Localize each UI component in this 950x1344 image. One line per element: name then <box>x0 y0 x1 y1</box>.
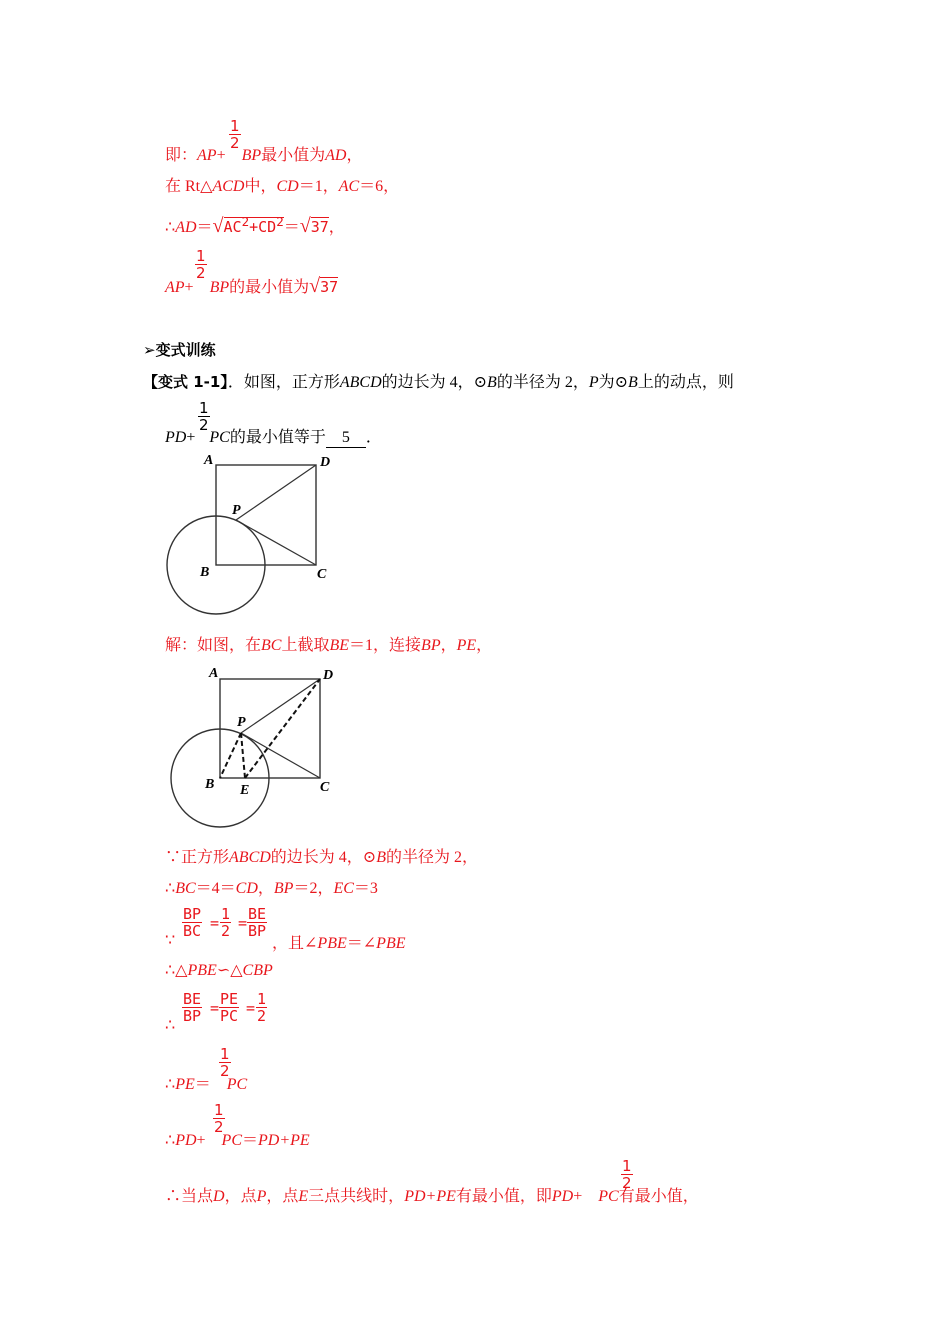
fraction-half <box>229 118 241 151</box>
denominator: BC <box>183 922 202 940</box>
exponent: 2 <box>276 214 284 229</box>
text: ＝ <box>196 219 213 236</box>
var-pe: PE <box>175 1076 195 1093</box>
text: ．如图，正方形 <box>227 374 340 391</box>
step-ratio-pre: ∵ <box>165 932 176 949</box>
text: ＝∠ <box>346 935 377 952</box>
ad-formula-line <box>165 214 345 238</box>
var-pc: PC <box>226 1076 248 1093</box>
denominator: BP <box>248 922 267 940</box>
plus: + <box>184 279 194 296</box>
step-pe <box>165 1071 247 1094</box>
triangle-cbp: CBP <box>242 962 273 979</box>
radicand: 37 <box>320 278 339 296</box>
text: ＝ <box>242 1132 259 1149</box>
numerator: 1 <box>221 905 231 923</box>
numerator: BE <box>183 990 202 1008</box>
var-e: E <box>298 1188 309 1205</box>
var-bp: BP <box>241 147 262 164</box>
section-title: ➢变式训练 <box>143 341 216 359</box>
fraction-half <box>195 248 207 281</box>
figure-square-circle <box>160 448 340 618</box>
text: 有最小值， <box>618 1188 699 1205</box>
equals: = <box>246 999 256 1017</box>
var-pd: PD <box>175 1132 197 1149</box>
var-pd: PD <box>165 429 187 446</box>
var-b: B <box>376 849 386 866</box>
text: 中， <box>244 178 277 195</box>
step-similar <box>165 960 273 980</box>
text: 三点共线时， <box>308 1188 405 1205</box>
text: ， <box>257 880 274 897</box>
numerator: 1 <box>257 990 267 1008</box>
label-a: A <box>204 453 214 468</box>
var-ap: AP <box>165 279 185 296</box>
square-abcd <box>216 465 316 565</box>
fraction-half <box>198 400 210 433</box>
label-c: C <box>320 780 330 795</box>
var-cd: CD <box>235 880 258 897</box>
segment-bp-dashed <box>220 733 241 778</box>
denominator: 2 <box>230 134 240 152</box>
numerator: BP <box>183 905 202 923</box>
fraction-half <box>621 1158 633 1191</box>
label-c: C <box>317 567 327 582</box>
var-abcd: ABCD <box>339 374 382 391</box>
angle: PBE <box>376 935 406 952</box>
text: ＝4＝ <box>195 880 236 897</box>
var-bp: BP <box>273 880 294 897</box>
radical-icon: √ <box>309 275 321 297</box>
text: 最小值为 <box>261 147 326 164</box>
therefore: ∴△ <box>165 962 188 979</box>
similar-sign: ∽△ <box>216 962 243 979</box>
square-abcd <box>220 679 320 778</box>
var-p: P <box>256 1188 267 1205</box>
numerator: 1 <box>230 117 240 135</box>
var-pc: PC <box>598 1188 619 1205</box>
text: ，且∠ <box>272 935 318 952</box>
expr-pd-pe: PD+PE <box>404 1188 456 1205</box>
step-ratio-angle <box>272 930 406 953</box>
text: 的边长为 4，⊙ <box>270 849 377 866</box>
fraction-half <box>219 1046 231 1079</box>
text: 解：如图，在 <box>165 637 262 654</box>
denominator: 2 <box>221 922 231 940</box>
equals: = <box>210 914 220 932</box>
var-pe: PE <box>456 637 477 654</box>
segment-ed-dashed <box>245 679 320 778</box>
var-bc: BC <box>175 880 196 897</box>
numerator: 1 <box>199 399 209 417</box>
question-tag: 【变式 1-1】 <box>143 373 228 391</box>
radicand: +CD <box>249 218 277 236</box>
radical-icon: √ <box>299 215 311 237</box>
label-p: P <box>232 503 241 518</box>
denominator: 2 <box>622 1174 632 1192</box>
var-d: D <box>213 1188 225 1205</box>
label-b: B <box>200 565 210 580</box>
text: 有最小值，即 <box>455 1188 552 1205</box>
text: ＝6， <box>359 178 400 195</box>
label-a: A <box>209 666 219 681</box>
fraction-be-bp <box>182 991 202 1024</box>
plus: + <box>186 429 196 446</box>
var-ec: EC <box>333 880 354 897</box>
conclusion-line <box>165 142 363 165</box>
min-value-line <box>165 274 338 298</box>
segment-pc <box>236 520 316 565</box>
text: 的最小值等于 <box>229 429 326 446</box>
therefore: ∴ <box>165 880 176 897</box>
var-b: B <box>487 374 497 391</box>
radicand: AC <box>223 218 242 236</box>
denominator: 2 <box>214 1118 224 1136</box>
label-b: B <box>205 777 215 792</box>
plus: + <box>196 1132 206 1149</box>
expr-pd-pe: PD+PE <box>258 1132 310 1149</box>
segment-pd <box>241 679 320 733</box>
text: ＝3 <box>353 880 378 897</box>
text: ＝ <box>194 1076 211 1093</box>
text: ＝1， <box>298 178 339 195</box>
radical-icon: √ <box>212 215 224 237</box>
solution-line <box>165 632 492 655</box>
triangle-pbe: PBE <box>187 962 217 979</box>
var-p: P <box>588 374 599 391</box>
label-e: E <box>240 783 250 798</box>
fraction-be-bp <box>247 906 267 939</box>
step-ratio2-pre: ∴ <box>165 1017 176 1034</box>
step-given <box>165 844 478 867</box>
var-ad: AD <box>325 147 347 164</box>
numerator: 1 <box>220 1045 230 1063</box>
label-d: D <box>323 668 334 683</box>
var-ac: AC <box>338 178 360 195</box>
text: 即： <box>165 147 198 164</box>
equals: = <box>238 914 248 932</box>
step-lengths <box>165 875 378 898</box>
text: ＝2， <box>293 880 334 897</box>
text: 的半径为 2， <box>496 374 589 391</box>
fraction-half <box>213 1102 225 1135</box>
fraction-half <box>220 906 231 939</box>
fraction-half <box>256 991 267 1024</box>
step-sum <box>165 1127 310 1150</box>
text: 在 Rt△ <box>165 178 213 195</box>
text: ， <box>346 147 363 164</box>
text: ． <box>365 429 382 446</box>
denominator: 2 <box>257 1007 267 1025</box>
plus: + <box>573 1188 583 1205</box>
therefore: ∴ <box>165 1076 176 1093</box>
var-cd: CD <box>276 178 299 195</box>
denominator: BP <box>183 1007 202 1025</box>
numerator: BE <box>248 905 267 923</box>
var-pc: PC <box>209 429 230 446</box>
figure-solution <box>165 660 345 832</box>
exponent: 2 <box>241 214 250 229</box>
text: ＝1，连接 <box>349 637 422 654</box>
therefore: ∴ <box>165 219 176 236</box>
because: ∵正方形 <box>165 849 230 866</box>
denominator: 2 <box>220 1062 230 1080</box>
numerator: PE <box>220 990 239 1008</box>
var-pc: PC <box>221 1132 242 1149</box>
numerator: 1 <box>622 1157 632 1175</box>
fraction-pe-pc <box>219 991 239 1024</box>
text: 的最小值为 <box>229 279 310 296</box>
plus: + <box>216 147 226 164</box>
therefore: ∴当点 <box>165 1188 214 1205</box>
var-bp: BP <box>209 279 230 296</box>
right-triangle-line <box>165 173 399 196</box>
step-collinear <box>165 1183 699 1206</box>
text: 的边长为 4，⊙ <box>381 374 488 391</box>
text: ＝ <box>283 219 300 236</box>
numerator: 1 <box>196 247 206 265</box>
text: ， <box>440 637 457 654</box>
text: ， <box>328 219 345 236</box>
var-pd: PD <box>551 1188 574 1205</box>
text: ， <box>476 637 493 654</box>
var-ap: AP <box>197 147 217 164</box>
var-abcd: ABCD <box>229 849 271 866</box>
segment-pc <box>241 733 320 778</box>
var-b: B <box>628 374 638 391</box>
var-bp: BP <box>421 637 441 654</box>
equals: = <box>210 999 220 1017</box>
text: 上截取 <box>281 637 330 654</box>
denominator: PC <box>220 1007 239 1025</box>
denominator: 2 <box>199 416 209 434</box>
text: ，点 <box>266 1188 299 1205</box>
var-be: BE <box>329 637 350 654</box>
text: ，点 <box>224 1188 257 1205</box>
answer-blank: 5 <box>326 429 366 448</box>
numerator: 1 <box>214 1101 224 1119</box>
text: 的半径为 2， <box>386 849 479 866</box>
label-p: P <box>237 715 246 730</box>
var-bc: BC <box>261 637 282 654</box>
segment-pd <box>236 465 316 520</box>
text: 为⊙ <box>598 374 629 391</box>
question-line <box>143 369 734 392</box>
angle: PBE <box>317 935 347 952</box>
denominator: 2 <box>196 264 206 282</box>
fraction-bp-bc <box>182 906 202 939</box>
segment-pe-dashed <box>241 733 245 778</box>
var-acd: ACD <box>212 178 245 195</box>
label-d: D <box>320 455 331 470</box>
var-ad: AD <box>175 219 197 236</box>
radicand: 37 <box>310 218 329 236</box>
text: 上的动点，则 <box>637 374 734 391</box>
therefore: ∴ <box>165 1132 176 1149</box>
